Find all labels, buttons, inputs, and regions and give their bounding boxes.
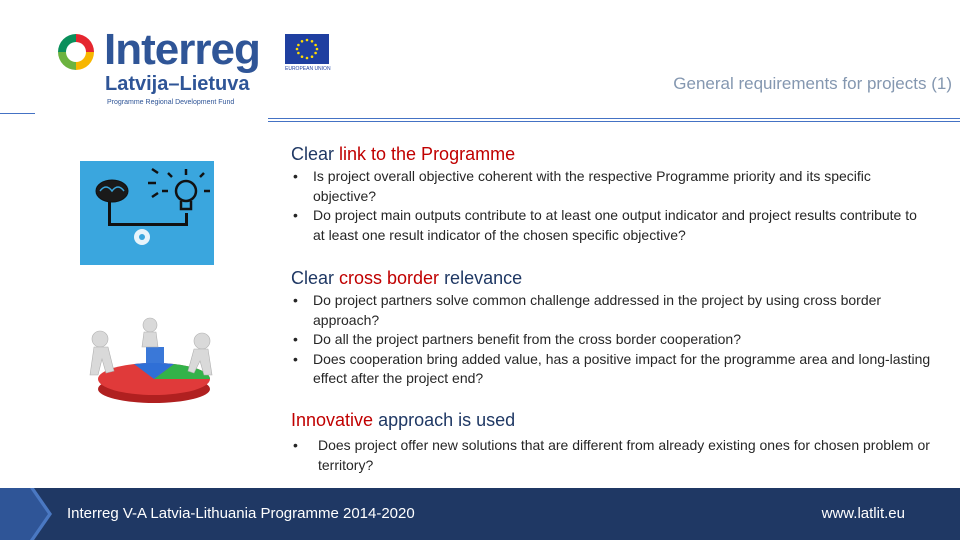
- interreg-logo: [52, 26, 342, 121]
- pie-chart-figures-illustration: [78, 299, 218, 411]
- logo-tagline: Programme Regional Development Fund: [107, 99, 235, 106]
- footer-programme: Interreg V-A Latvia-Lithuania Programme 2014-2020: [67, 505, 415, 522]
- heading-suffix: relevance: [439, 268, 523, 288]
- heading-highlight: cross border: [339, 268, 440, 288]
- bullet-item: • Do project main outputs contribute to at least one output indicator and project results contribute to at least one result indicator of the chosen specific objective?: [291, 206, 931, 245]
- logo-wordmark: Interreg: [104, 25, 260, 74]
- heading-prefix: Clear: [291, 144, 340, 164]
- brain-lightbulb-illustration: [80, 161, 214, 265]
- bullet-item: • Do all the project partners benefit from the cross border cooperation?: [291, 330, 931, 350]
- section-cross-border: [291, 267, 931, 389]
- heading-suffix: approach is used: [373, 410, 516, 430]
- header-divider-right: [268, 118, 960, 122]
- bullet-item: • Does project offer new solutions that are different from already existing ones for chosen problem or territory?: [291, 436, 931, 475]
- section-heading: [291, 143, 931, 165]
- slide-title: General requirements for projects (1): [673, 74, 952, 93]
- section-heading: [291, 409, 931, 431]
- eu-label: EUROPEAN UNION: [285, 66, 331, 72]
- heading-highlight: link to the Programme: [339, 144, 516, 164]
- header-divider-left: [0, 113, 35, 114]
- bullet-list: [291, 167, 931, 245]
- bullet-item: • Does cooperation bring added value, has a positive impact for the programme area and long-lasting effect after the project end?: [291, 350, 931, 389]
- eu-flag-icon: [285, 34, 329, 64]
- bullet-list: [291, 436, 931, 475]
- section-programme-link: [291, 143, 931, 245]
- bullet-list: [291, 291, 931, 389]
- interreg-swirl-icon: [52, 30, 100, 74]
- heading-highlight: Innovative: [291, 410, 374, 430]
- logo-region: Latvija–Lietuva: [105, 73, 250, 95]
- footer-website-link[interactable]: www.latlit.eu: [821, 505, 905, 522]
- section-innovative: [291, 409, 931, 475]
- section-heading: [291, 267, 931, 289]
- bullet-item: • Do project partners solve common challenge addressed in the project by using cross border approach?: [291, 291, 931, 330]
- bullet-item: • Is project overall objective coherent with the respective Programme priority and its specific objective?: [291, 167, 931, 206]
- footer-accent-shape: [0, 488, 52, 540]
- heading-prefix: Clear: [291, 268, 340, 288]
